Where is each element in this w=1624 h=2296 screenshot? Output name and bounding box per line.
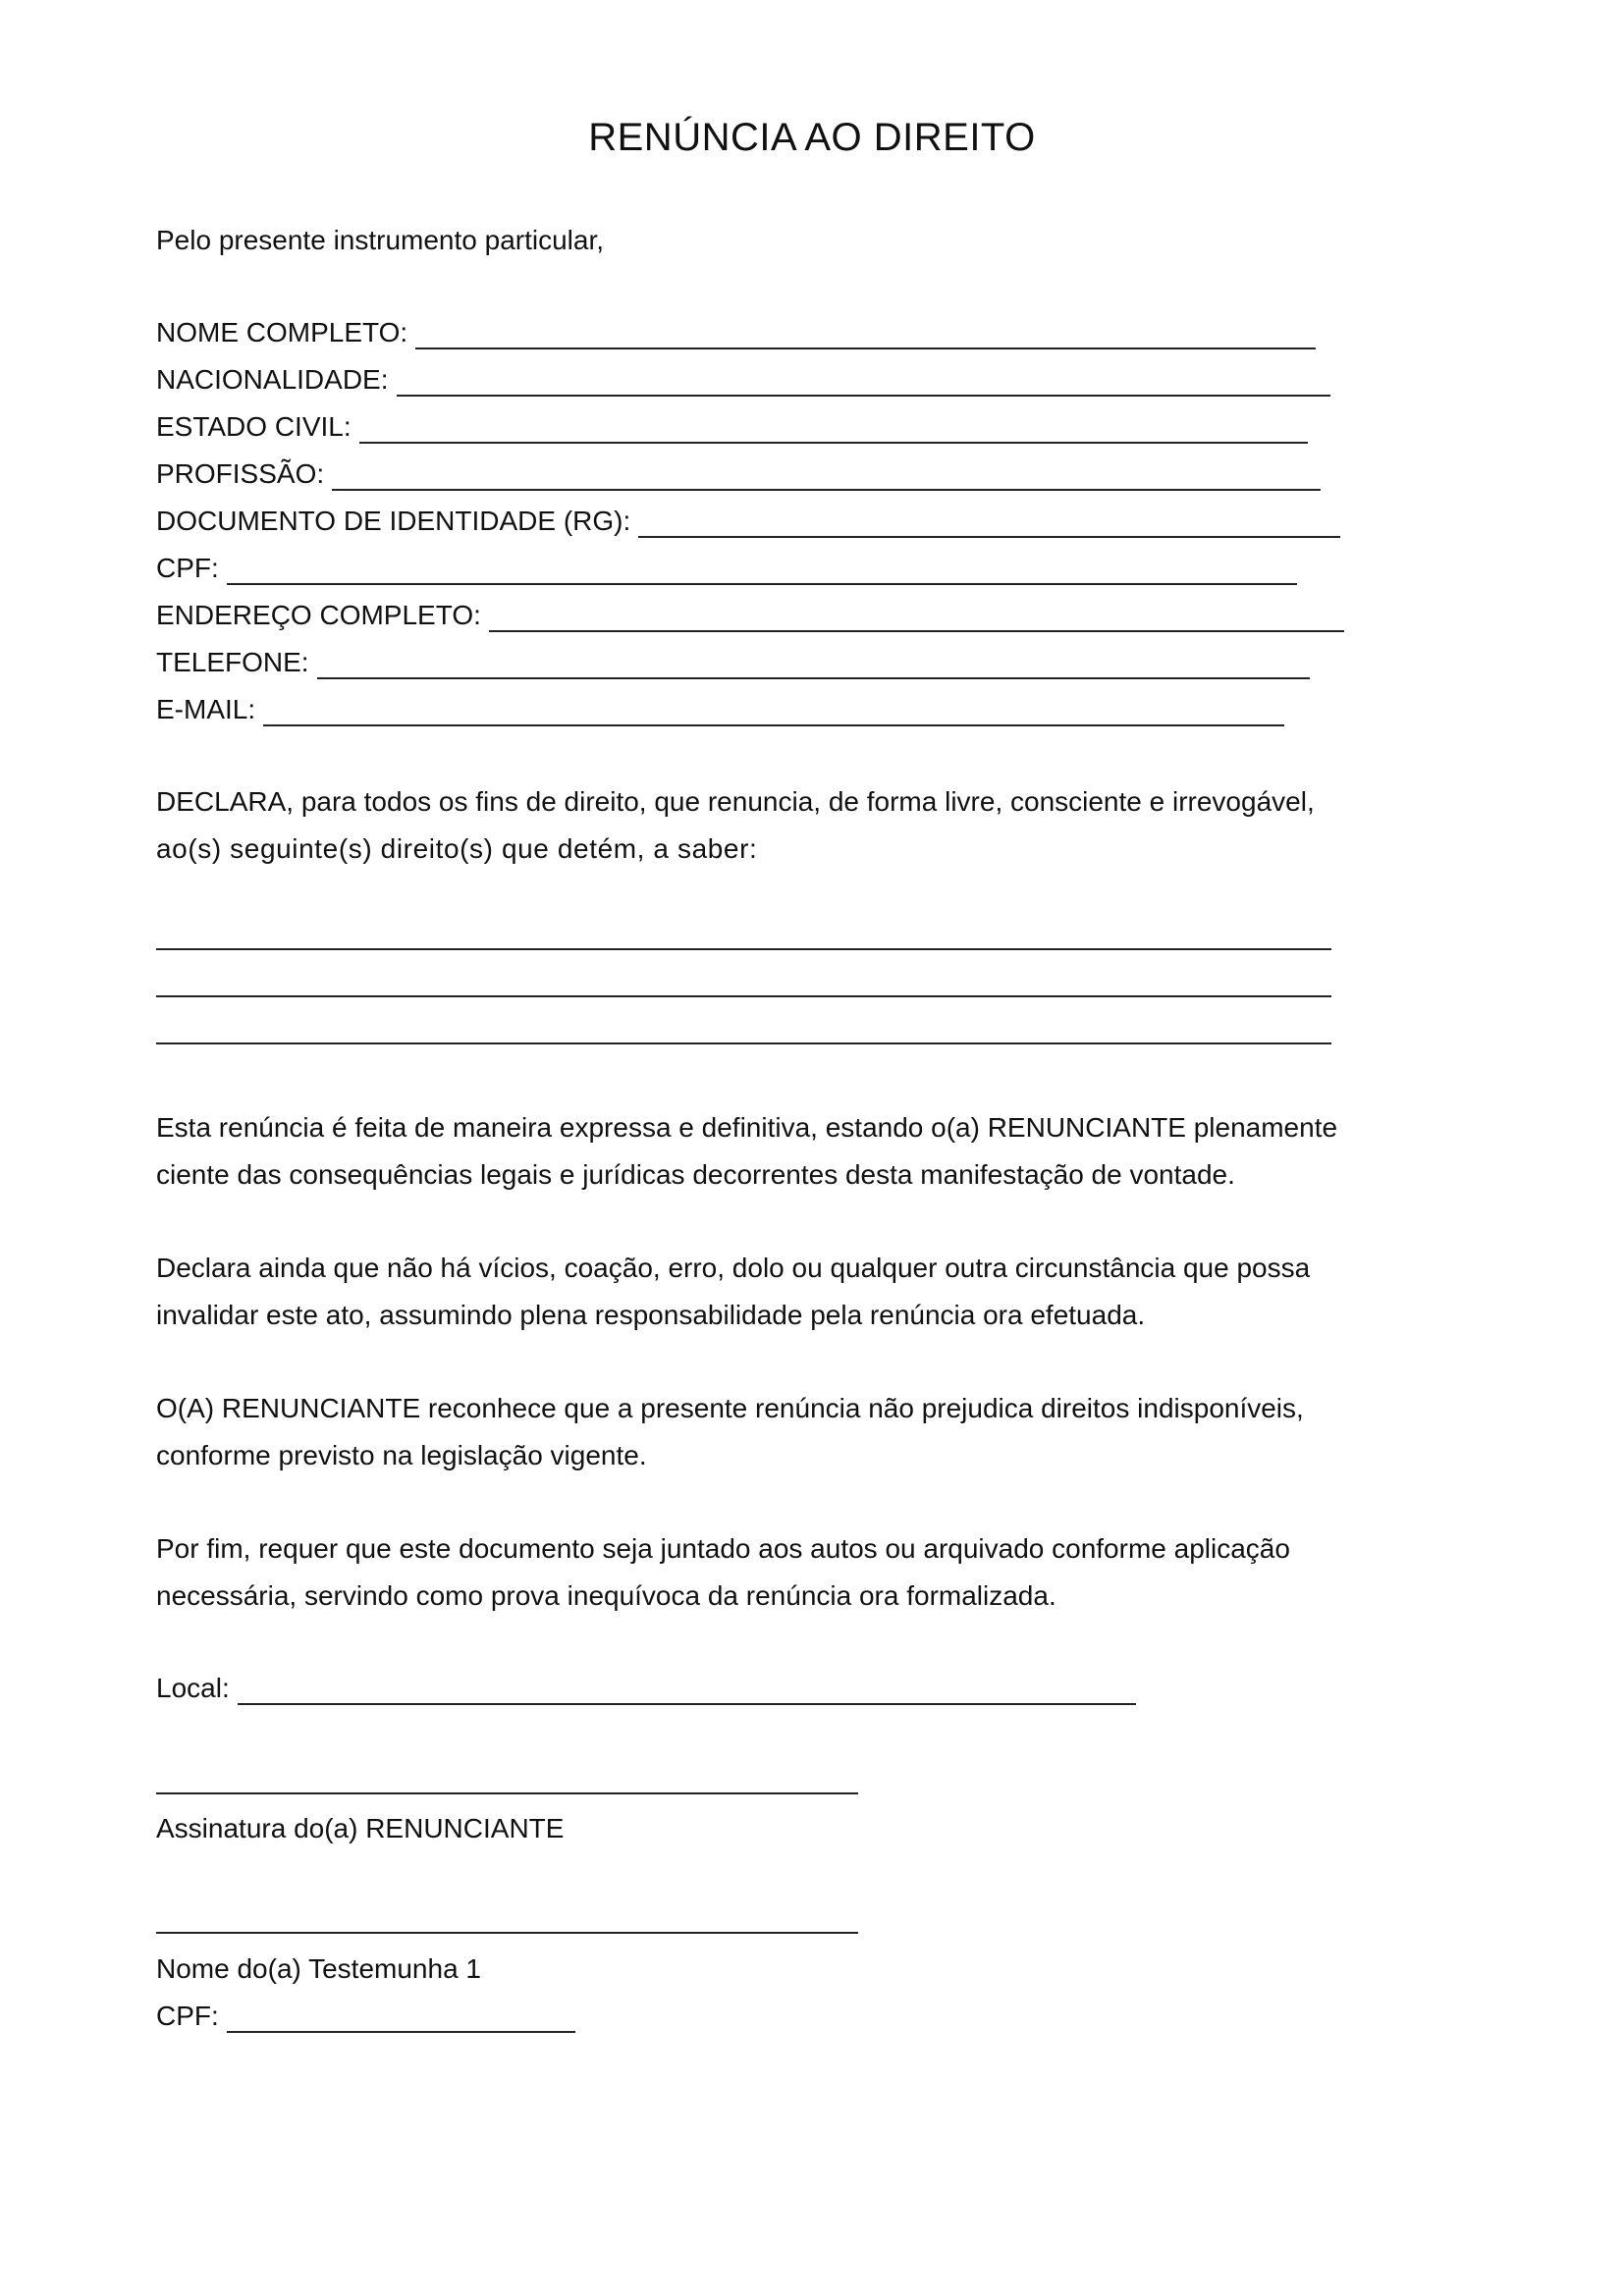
- witness-name-label: Nome do(a) Testemunha 1: [156, 1953, 481, 1984]
- field-cpf[interactable]: [156, 552, 1297, 585]
- fill-line[interactable]: [317, 652, 1310, 679]
- field-witness-cpf[interactable]: [156, 2000, 575, 2033]
- paragraph-2-line-1: Declara ainda que não há vícios, coação, erro, dolo ou qualquer outra circunstância que possa: [156, 1253, 1311, 1283]
- fill-line[interactable]: [227, 2005, 575, 2033]
- paragraph-1-line-2: ciente das consequências legais e jurídicas decorrentes desta manifestação de vontade.: [156, 1159, 1235, 1190]
- paragraph-3-line-1: O(A) RENUNCIANTE reconhece que a presente renúncia não prejudica direitos indisponíveis,: [156, 1393, 1304, 1423]
- field-label: TELEFONE:: [156, 647, 309, 677]
- field-label: ESTADO CIVIL:: [156, 411, 352, 442]
- field-label: NACIONALIDADE:: [156, 364, 389, 395]
- field-label: CPF:: [156, 2001, 219, 2031]
- field-label: CPF:: [156, 553, 219, 583]
- fill-line[interactable]: [332, 463, 1321, 491]
- field-nacionalidade[interactable]: [156, 363, 1330, 397]
- paragraph-4-line-2: necessária, servindo como prova inequívoca da renúncia ora formalizada.: [156, 1580, 1056, 1611]
- field-label: E-MAIL:: [156, 694, 256, 724]
- declara-line-1: DECLARA, para todos os fins de direito, que renuncia, de forma livre, consciente e irrevogável,: [156, 786, 1315, 817]
- signature-line[interactable]: [156, 1792, 858, 1794]
- fill-line[interactable]: [227, 558, 1297, 585]
- field-nome-completo[interactable]: [156, 316, 1316, 349]
- document-title: RENÚNCIA AO DIREITO: [588, 116, 1036, 159]
- fill-line[interactable]: [238, 1678, 1136, 1705]
- field-estado-civil[interactable]: [156, 410, 1308, 444]
- signature-label: Assinatura do(a) RENUNCIANTE: [156, 1813, 565, 1843]
- field-local[interactable]: [156, 1672, 1136, 1705]
- field-label: DOCUMENTO DE IDENTIDADE (RG):: [156, 506, 631, 536]
- declara-line-2: ao(s) seguinte(s) direito(s) que detém, a saber:: [156, 833, 758, 864]
- rights-blank-line-1[interactable]: [156, 948, 1331, 950]
- field-endereco[interactable]: [156, 599, 1344, 632]
- field-telefone[interactable]: [156, 646, 1310, 679]
- intro-text: Pelo presente instrumento particular,: [156, 225, 605, 255]
- witness-signature-line[interactable]: [156, 1932, 858, 1934]
- fill-line[interactable]: [397, 369, 1330, 397]
- fill-line[interactable]: [359, 416, 1308, 444]
- field-label: ENDEREÇO COMPLETO:: [156, 600, 481, 630]
- rights-blank-line-2[interactable]: [156, 995, 1331, 997]
- field-email[interactable]: [156, 693, 1284, 726]
- fill-line[interactable]: [638, 510, 1340, 538]
- field-profissao[interactable]: [156, 457, 1321, 491]
- fill-line[interactable]: [263, 699, 1284, 726]
- fill-line[interactable]: [489, 605, 1344, 632]
- paragraph-4-line-1: Por fim, requer que este documento seja juntado aos autos ou arquivado conforme aplicação: [156, 1533, 1290, 1564]
- paragraph-1-line-1: Esta renúncia é feita de maneira expressa e definitiva, estando o(a) RENUNCIANTE plenamente: [156, 1112, 1338, 1143]
- rights-blank-line-3[interactable]: [156, 1042, 1331, 1044]
- field-label: NOME COMPLETO:: [156, 317, 408, 347]
- paragraph-2-line-2: invalidar este ato, assumindo plena responsabilidade pela renúncia ora efetuada.: [156, 1300, 1146, 1330]
- field-label: PROFISSÃO:: [156, 458, 325, 489]
- paragraph-3-line-2: conforme previsto na legislação vigente.: [156, 1440, 647, 1470]
- field-rg[interactable]: [156, 505, 1340, 538]
- fill-line[interactable]: [415, 322, 1316, 349]
- field-label: Local:: [156, 1673, 230, 1703]
